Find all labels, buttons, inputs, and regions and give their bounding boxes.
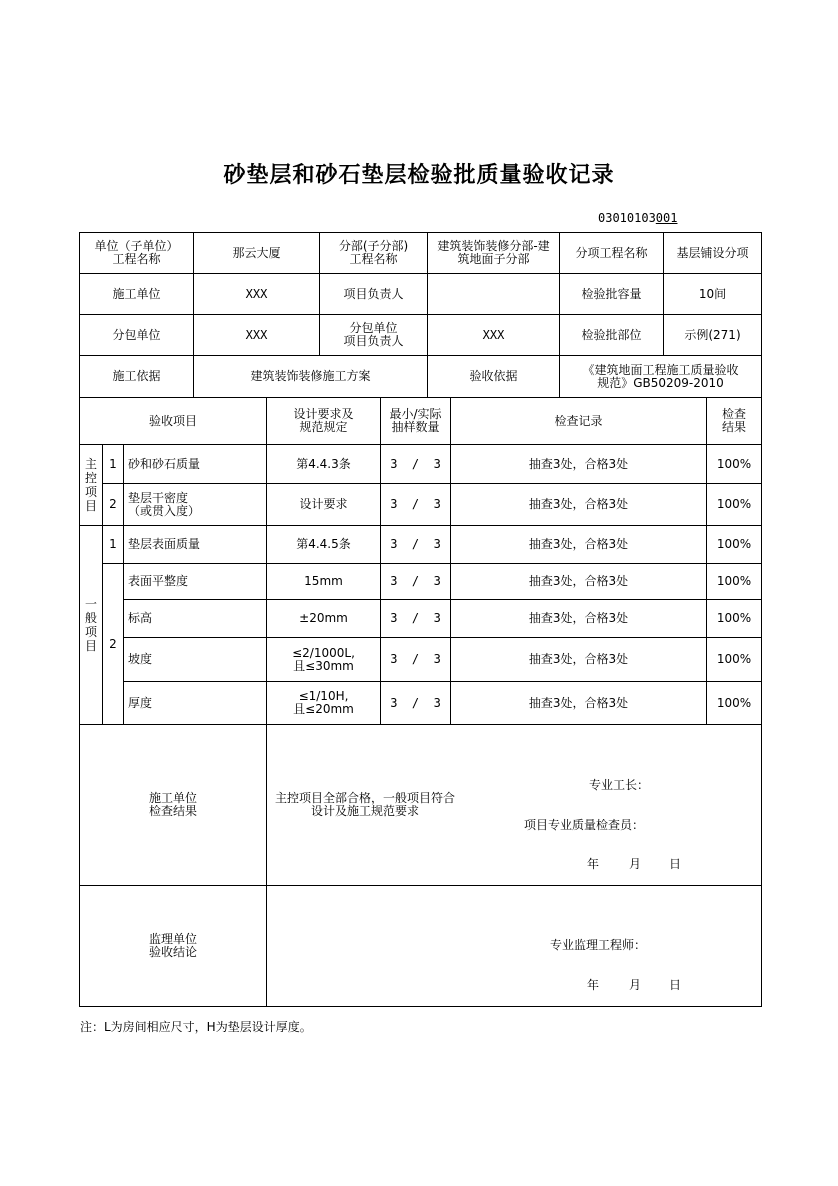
location-value: 示例(271)	[664, 315, 762, 356]
capacity-label: 检验批容量	[560, 274, 664, 315]
item-spec: ≤1/10H, 且≤20mm	[267, 682, 381, 725]
document-code	[598, 211, 700, 225]
foreman-label: 专业工长：	[589, 778, 650, 792]
doc-code: 03010103	[598, 211, 656, 225]
division-value: 建筑装饰装修分部-建 筑地面子分部	[428, 233, 560, 274]
item-result: 100%	[707, 600, 762, 638]
signature-table	[79, 724, 762, 1007]
sub-label: 分包单位	[80, 315, 194, 356]
item-result: 100%	[707, 484, 762, 526]
item-sample: 3 / 3	[381, 600, 451, 638]
col-sample-header: 最小/实际 抽样数量	[381, 398, 451, 445]
table-row	[80, 600, 762, 638]
item-no: 2	[103, 564, 124, 725]
item-record: 抽查3处，合格3处	[451, 682, 707, 725]
item-record: 抽查3处，合格3处	[451, 600, 707, 638]
item-name: 垫层表面质量	[124, 526, 267, 564]
item-sample: 3 / 3	[381, 484, 451, 526]
item-result: 100%	[707, 638, 762, 682]
supervision-month: 月	[629, 978, 642, 992]
item-record: 抽查3处，合格3处	[451, 445, 707, 484]
item-name: 表面平整度	[124, 564, 267, 600]
item-spec: 15mm	[267, 564, 381, 600]
contractor-label: 施工单位	[80, 274, 194, 315]
item-name: 垫层干密度 （或贯入度）	[124, 484, 267, 526]
supervision-day: 日	[669, 978, 682, 992]
basis-label: 施工依据	[80, 356, 194, 398]
col-result-header: 检查 结果	[707, 398, 762, 445]
header-table	[79, 232, 762, 398]
page-title: 砂垫层和砂石垫层检验批质量验收记录	[223, 162, 615, 188]
check-cell	[267, 725, 761, 885]
item-result: 100%	[707, 526, 762, 564]
col-record-header: 检查记录	[451, 398, 707, 445]
item-result: 100%	[707, 564, 762, 600]
check-label: 施工单位 检查结果	[80, 725, 267, 886]
engineer-label: 专业监理工程师：	[550, 938, 647, 952]
inspection-table	[79, 397, 762, 725]
accept-basis-label: 验收依据	[428, 356, 560, 398]
check-day: 日	[669, 857, 682, 871]
sub-pm-label: 分包单位 项目负责人	[320, 315, 428, 356]
item-record: 抽查3处，合格3处	[451, 564, 707, 600]
unit-value: 那云大厦	[194, 233, 320, 274]
item-spec: ≤2/1000L, 且≤30mm	[267, 638, 381, 682]
item-record: 抽查3处，合格3处	[451, 526, 707, 564]
item-spec: 第4.4.3条	[267, 445, 381, 484]
accept-basis-value: 《建筑地面工程施工质量验收 规范》GB50209-2010	[560, 356, 762, 398]
item-no: 1	[103, 445, 124, 484]
check-year: 年	[587, 857, 600, 871]
item-spec: 第4.4.5条	[267, 526, 381, 564]
pm-value	[428, 274, 560, 315]
contractor-value: XXX	[194, 274, 320, 315]
general-group-label: 一 般 项 目	[80, 526, 103, 725]
item-name: 砂和砂石质量	[124, 445, 267, 484]
division-label: 分部(子分部) 工程名称	[320, 233, 428, 274]
sub-pm-value: XXX	[428, 315, 560, 356]
supervision-label: 监理单位 验收结论	[80, 886, 267, 1007]
item-result: 100%	[707, 682, 762, 725]
pm-label: 项目负责人	[320, 274, 428, 315]
table-row	[80, 484, 762, 526]
item-record: 抽查3处，合格3处	[451, 484, 707, 526]
footnote: 注：L为房间相应尺寸，H为垫层设计厚度。	[80, 1020, 312, 1034]
inspector-label: 项目专业质量检查员：	[524, 818, 645, 832]
check-conclusion: 主控项目全部合格，一般项目符合 设计及施工规范要求	[275, 791, 456, 818]
item-name: 坡度	[124, 638, 267, 682]
item-no: 1	[103, 526, 124, 564]
col-item-header: 验收项目	[80, 398, 267, 445]
item-sample: 3 / 3	[381, 564, 451, 600]
table-row	[80, 564, 762, 600]
item-name: 标高	[124, 600, 267, 638]
supervision-year: 年	[587, 978, 600, 992]
item-sample: 3 / 3	[381, 526, 451, 564]
item-sample: 3 / 3	[381, 445, 451, 484]
check-month: 月	[629, 857, 642, 871]
item-sample: 3 / 3	[381, 682, 451, 725]
item-spec: 设计要求	[267, 484, 381, 526]
unit-label: 单位（子单位） 工程名称	[80, 233, 194, 274]
table-row	[80, 445, 762, 484]
location-label: 检验批部位	[560, 315, 664, 356]
doc-suffix: 001	[655, 211, 678, 225]
subitem-label: 分项工程名称	[560, 233, 664, 274]
col-spec-header: 设计要求及 规范规定	[267, 398, 381, 445]
basis-value: 建筑装饰装修施工方案	[194, 356, 428, 398]
subitem-value: 基层铺设分项	[664, 233, 762, 274]
supervision-cell	[267, 886, 761, 1006]
item-result: 100%	[707, 445, 762, 484]
capacity-value: 10间	[664, 274, 762, 315]
table-row	[80, 526, 762, 564]
item-name: 厚度	[124, 682, 267, 725]
item-record: 抽查3处，合格3处	[451, 638, 707, 682]
table-row	[80, 638, 762, 682]
main-group-label: 主 控 项 目	[80, 445, 103, 526]
item-no: 2	[103, 484, 124, 526]
item-spec: ±20mm	[267, 600, 381, 638]
sub-value: XXX	[194, 315, 320, 356]
item-sample: 3 / 3	[381, 638, 451, 682]
table-row	[80, 682, 762, 725]
